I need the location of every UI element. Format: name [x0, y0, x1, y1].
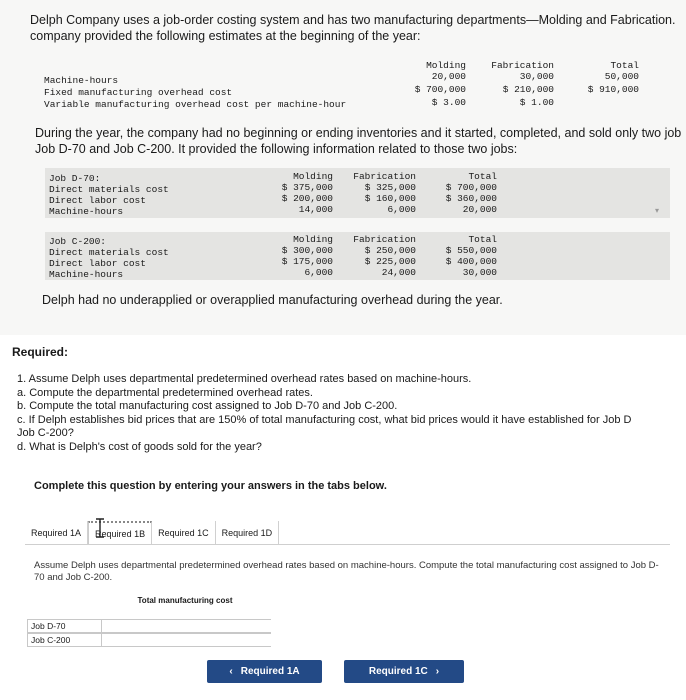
tab-required-1d[interactable]: Required 1D — [216, 521, 280, 544]
text-cursor-icon — [93, 518, 107, 538]
header-molding: Molding — [293, 234, 333, 245]
cell: $ 200,000 — [281, 193, 333, 204]
cell: $ 910,000 — [587, 84, 639, 95]
cell: 14,000 — [298, 204, 333, 215]
cell: $ 210,000 — [502, 84, 554, 95]
estimates-table — [44, 60, 644, 110]
chevron-down-icon: ▾ — [655, 206, 660, 215]
required-item: c. If Delph establishes bid prices that are 150% of total manufacturing cost, what bid prices would it have established for Job D — [17, 413, 632, 426]
job-d70-table — [49, 171, 509, 217]
cell: $ 3.00 — [431, 97, 466, 108]
intro-line-1: Delph Company uses a job-order costing system and has two manufacturing departments—Molding and Fabrication. — [30, 13, 676, 27]
cell: $ 325,000 — [364, 182, 416, 193]
header-molding: Molding — [293, 171, 333, 182]
table-row — [27, 619, 271, 633]
tab-bar — [25, 521, 279, 544]
required-item: Job C-200? — [17, 427, 74, 439]
row-label: Machine-hours — [49, 206, 124, 217]
prev-button-label: Required 1A — [240, 666, 300, 677]
table-row — [27, 633, 271, 647]
during-line-2: Job D-70 and Job C-200. It provided the following information related to those two jobs: — [35, 142, 518, 156]
row-label: Direct labor cost — [49, 258, 146, 269]
row-label: Direct labor cost — [49, 195, 146, 206]
cell: $ 700,000 — [414, 84, 466, 95]
cell: $ 160,000 — [364, 193, 416, 204]
cell: 6,000 — [304, 267, 333, 278]
row-label: Machine-hours — [49, 269, 124, 280]
job-c200-table — [49, 234, 509, 280]
header-fabrication: Fabrication — [353, 171, 416, 182]
row-label: Direct materials cost — [49, 247, 169, 258]
cell: $ 550,000 — [445, 245, 497, 256]
cell: $ 225,000 — [364, 256, 416, 267]
no-underapplied-text: Delph had no underapplied or overapplied manufacturing overhead during the year. — [42, 293, 503, 307]
job-title: Job D-70: — [49, 173, 101, 184]
cell: $ 700,000 — [445, 182, 497, 193]
cell: 24,000 — [381, 267, 416, 278]
cell: 6,000 — [387, 204, 416, 215]
next-button-label: Required 1C — [368, 666, 428, 677]
header-fabrication: Fabrication — [491, 60, 554, 71]
cell: $ 360,000 — [445, 193, 497, 204]
cell: 50,000 — [604, 71, 639, 82]
instruction-text: Complete this question by entering your answers in the tabs below. — [34, 480, 387, 492]
required-item: d. What is Delph's cost of goods sold for the year? — [17, 440, 262, 453]
required-heading: Required: — [12, 345, 69, 359]
required-item: 1. Assume Delph uses departmental predetermined overhead rates based on machine-hours. — [17, 373, 472, 385]
row-label: Direct materials cost — [49, 184, 169, 195]
row-label: Fixed manufacturing overhead cost — [44, 87, 233, 98]
intro-text — [30, 12, 686, 44]
cell: $ 250,000 — [364, 245, 416, 256]
cell: $ 1.00 — [519, 97, 554, 108]
row-label: Variable manufacturing overhead cost per machine-hour — [44, 99, 347, 110]
intro-line-2: company provided the following estimates at the beginning of the year: — [30, 29, 421, 43]
job-d70-cost-input[interactable] — [101, 620, 271, 632]
required-list — [17, 373, 632, 454]
cell: $ 175,000 — [281, 256, 333, 267]
cell: 20,000 — [431, 71, 466, 82]
row-label-job-c200: Job C-200 — [31, 635, 71, 645]
cell: $ 400,000 — [445, 256, 497, 267]
cell: 20,000 — [462, 204, 497, 215]
job-title: Job C-200: — [49, 236, 107, 247]
header-total: Total — [468, 171, 497, 182]
job-c200-cost-input[interactable] — [101, 634, 271, 646]
header-fabrication: Fabrication — [353, 234, 416, 245]
during-line-1: During the year, the company had no beginning or ending inventories and it started, completed, and sold only two job — [35, 126, 682, 140]
header-total: Total — [468, 234, 497, 245]
chevron-left-icon: ‹ — [229, 666, 233, 677]
header-total: Total — [610, 60, 639, 71]
required-item: a. Compute the departmental predetermined overhead rates. — [17, 386, 313, 399]
chevron-right-icon: › — [435, 666, 440, 677]
during-text — [35, 125, 681, 157]
required-item: b. Compute the total manufacturing cost assigned to Job D-70 and Job C-200. — [17, 400, 398, 412]
column-header: Total manufacturing cost — [137, 596, 233, 605]
tab-divider — [25, 544, 670, 545]
row-label-job-d70: Job D-70 — [31, 621, 66, 631]
tab-required-1a[interactable]: Required 1A — [25, 521, 88, 544]
cell: $ 375,000 — [281, 182, 333, 193]
panel-instructions: Assume Delph uses departmental predetermined overhead rates based on machine-hours. Compute the total manufacturing cost assigned to Job D-70 and Job C-200. — [34, 560, 659, 583]
tab-required-1c[interactable]: Required 1C — [152, 521, 216, 544]
cell: 30,000 — [462, 267, 497, 278]
next-button[interactable] — [344, 660, 464, 683]
prev-button[interactable] — [207, 660, 322, 683]
cell: 30,000 — [519, 71, 554, 82]
row-label: Machine-hours — [44, 75, 119, 86]
header-molding: Molding — [426, 60, 466, 71]
tab-required-1b[interactable]: Required 1B — [88, 521, 152, 544]
cell: $ 300,000 — [281, 245, 333, 256]
